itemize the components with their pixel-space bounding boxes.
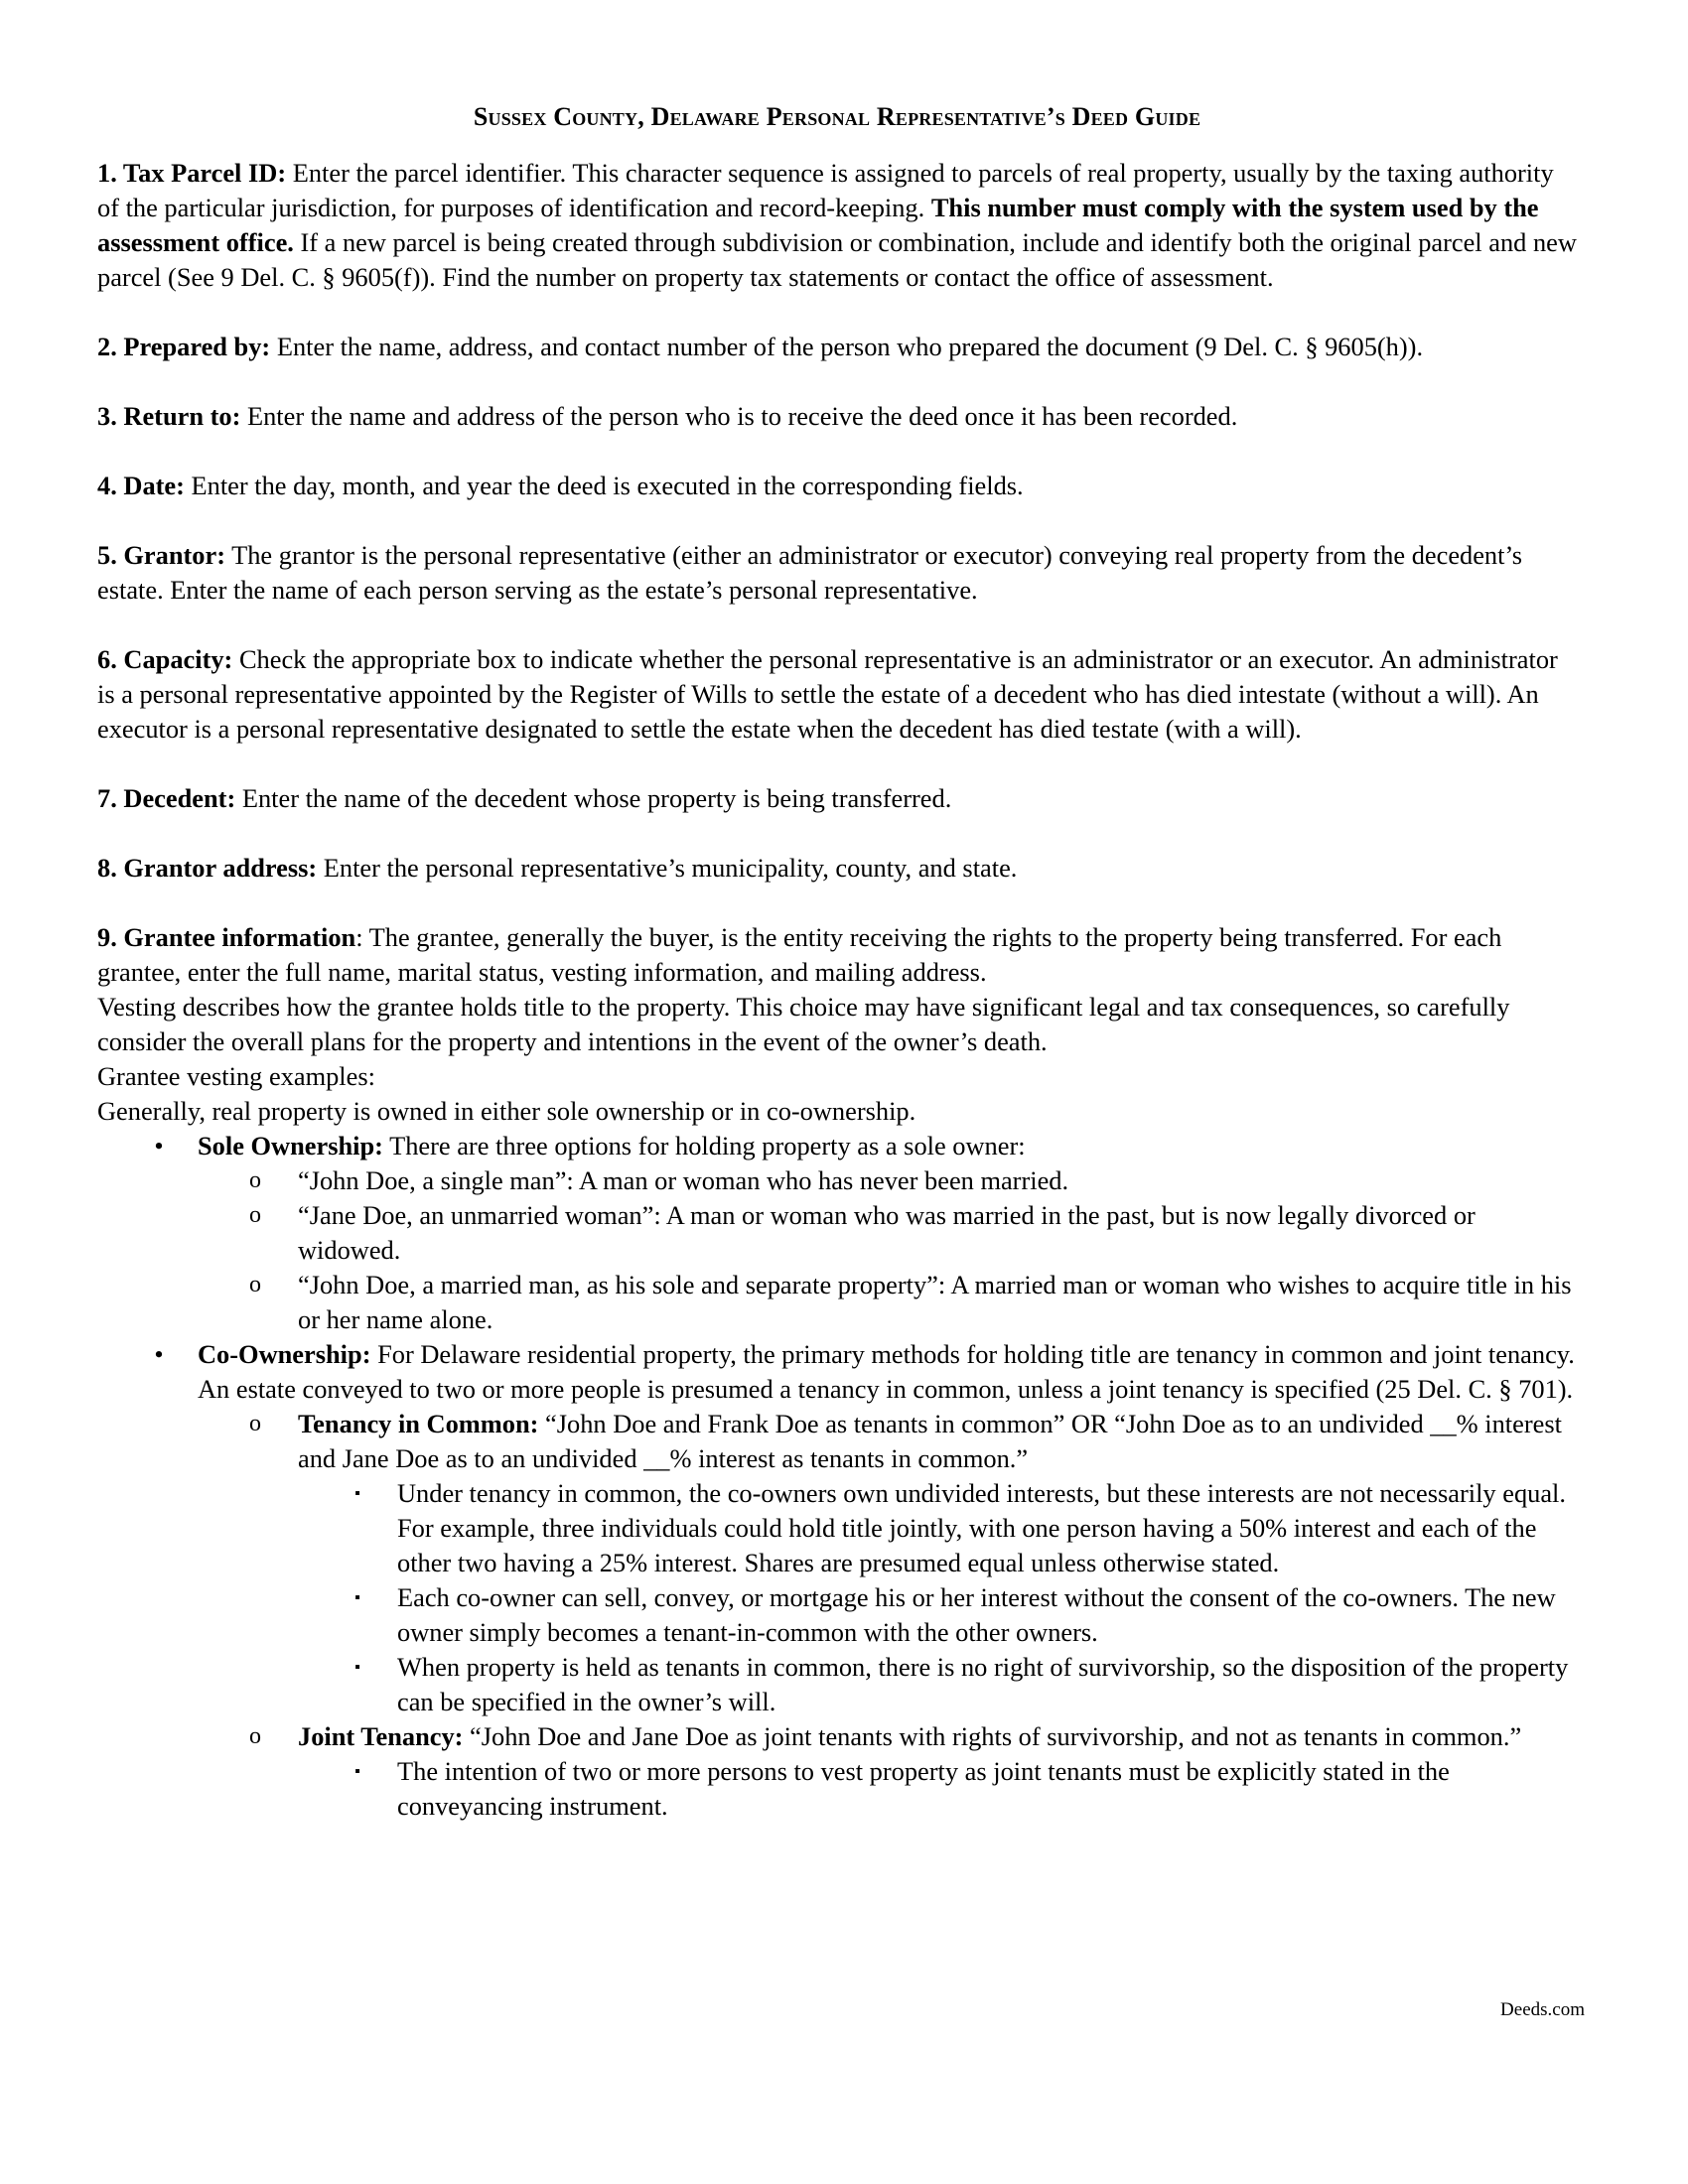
list-item-label: Co-Ownership: (198, 1339, 371, 1369)
section-grantor-address (97, 851, 1577, 886)
section-prepared-by (97, 330, 1577, 364)
square-bullet-icon: ▪ (354, 1485, 360, 1502)
tenancy-in-common-details (298, 1476, 1577, 1719)
list-item (298, 1580, 1577, 1650)
section-capacity (97, 642, 1577, 747)
ownership-intro: Generally, real property is owned in either sole ownership or in co-ownership. (97, 1096, 916, 1126)
section-grantor (97, 538, 1577, 608)
list-item-text: When property is held as tenants in common, there is no right of survivorship, so the disposition of the property can be specified in the owner’s will. (397, 1652, 1569, 1716)
sole-ownership-options (198, 1163, 1577, 1337)
list-item-tenancy-in-common (198, 1407, 1577, 1719)
list-item (198, 1268, 1577, 1337)
section-tax-parcel-id (97, 156, 1577, 295)
circle-bullet-icon: o (249, 1167, 261, 1193)
section-text: Check the appropriate box to indicate whether the personal representative is an administrator or an executor. An administrator is a personal representative appointed by the Register of Wills to settle the estate of a decedent who has died intestate (without a will). An executor is a personal representative designated to settle the estate when the decedent has died testate (with a will). (97, 644, 1558, 744)
section-text: : The grantee, generally the buyer, is the entity receiving the rights to the property being transferred. For each grantee, enter the full name, marital status, vesting information, and mailing address. (97, 922, 1502, 987)
section-label: 3. Return to: (97, 401, 241, 431)
section-text: If a new parcel is being created through subdivision or combination, include and identify both the original parcel and new parcel (See 9 Del. C. § 9605(f)). Find the number on property tax statements or contact the office of assessment. (97, 227, 1577, 292)
list-item-joint-tenancy (198, 1719, 1577, 1824)
list-item (198, 1163, 1577, 1198)
list-item-text: “John Doe and Jane Doe as joint tenants with rights of survivorship, and not as tenants in common.” (463, 1721, 1522, 1751)
circle-bullet-icon: o (249, 1723, 261, 1749)
section-label: 5. Grantor: (97, 540, 225, 570)
section-label: 2. Prepared by: (97, 332, 271, 361)
list-item-label: Sole Ownership: (198, 1131, 383, 1160)
list-item-sole-ownership (97, 1129, 1577, 1337)
list-item-text: “John Doe, a single man”: A man or woman who has never been married. (298, 1165, 1069, 1195)
section-emphasis: This number must comply with the system used by the assessment office. (97, 193, 1539, 257)
section-text: Enter the personal representative’s municipality, county, and state. (317, 853, 1018, 883)
section-text: Enter the name and address of the person who is to receive the deed once it has been recorded. (240, 401, 1238, 431)
circle-bullet-icon: o (249, 1272, 261, 1297)
list-item (298, 1754, 1577, 1824)
ownership-list (97, 1129, 1577, 1824)
footer-brand: Deeds.com (1500, 1999, 1585, 2020)
section-label: 1. Tax Parcel ID: (97, 158, 287, 188)
section-text: The grantor is the personal representative (either an administrator or executor) conveying real property from the decedent’s estate. Enter the name of each person serving as the estate’s personal representative. (97, 540, 1523, 605)
list-item-text: “John Doe and Frank Doe as tenants in common” OR “John Doe as to an undivided __% interest and Jane Doe as to an undivided __% interest as tenants in common.” (298, 1409, 1562, 1473)
document-page (97, 99, 1577, 1824)
list-item (298, 1476, 1577, 1580)
list-item-text: Under tenancy in common, the co-owners own undivided interests, but these interests are not necessarily equal. For example, three individuals could hold title jointly, with one person having a 50% interest and each of the other two having a 25% interest. Shares are presumed equal unless otherwise stated. (397, 1478, 1566, 1577)
bullet-icon: • (154, 1339, 164, 1369)
section-date (97, 469, 1577, 503)
section-text: Enter the parcel identifier. This character sequence is assigned to parcels of real property, usually by the taxing authority of the particular jurisdiction, for purposes of identification and record-keeping. (97, 158, 1554, 222)
list-item (198, 1198, 1577, 1268)
section-decedent (97, 781, 1577, 816)
square-bullet-icon: ▪ (354, 1589, 360, 1606)
section-grantee-information (97, 920, 1577, 1824)
list-item-label: Tenancy in Common: (298, 1409, 539, 1438)
vesting-examples-label: Grantee vesting examples: (97, 1061, 375, 1091)
square-bullet-icon: ▪ (354, 1659, 360, 1676)
list-item-text: The intention of two or more persons to vest property as joint tenants must be explicitly stated in the conveyancing instrument. (397, 1756, 1450, 1821)
list-item (298, 1650, 1577, 1719)
list-item-label: Joint Tenancy: (298, 1721, 464, 1751)
co-ownership-options (198, 1407, 1577, 1824)
circle-bullet-icon: o (249, 1202, 261, 1228)
section-label: 9. Grantee information (97, 922, 356, 952)
circle-bullet-icon: o (249, 1411, 261, 1436)
list-item-text: “John Doe, a married man, as his sole and separate property”: A married man or woman who wishes to acquire title in his or her name alone. (298, 1270, 1572, 1334)
list-item-text: “Jane Doe, an unmarried woman”: A man or woman who was married in the past, but is now legally divorced or widowed. (298, 1200, 1476, 1265)
bullet-icon: • (154, 1131, 164, 1160)
square-bullet-icon: ▪ (354, 1763, 360, 1780)
section-label: 8. Grantor address: (97, 853, 318, 883)
section-label: 4. Date: (97, 471, 185, 500)
joint-tenancy-details (298, 1754, 1577, 1824)
list-item-text: Each co-owner can sell, convey, or mortgage his or her interest without the consent of the co-owners. The new owner simply becomes a tenant-in-common with the other owners. (397, 1582, 1556, 1647)
list-item-text: For Delaware residential property, the primary methods for holding title are tenancy in common and joint tenancy. An estate conveyed to two or more people is presumed a tenancy in common, unless a joint tenancy is specified (25 Del. C. § 701). (198, 1339, 1575, 1404)
list-item-text: There are three options for holding property as a sole owner: (382, 1131, 1026, 1160)
section-label: 7. Decedent: (97, 783, 236, 813)
section-text: Enter the day, month, and year the deed is executed in the corresponding fields. (184, 471, 1024, 500)
vesting-paragraph: Vesting describes how the grantee holds title to the property. This choice may have significant legal and tax consequences, so carefully consider the overall plans for the property and intentions in the event of the owner’s death. (97, 992, 1510, 1056)
section-text: Enter the name of the decedent whose property is being transferred. (235, 783, 952, 813)
section-label: 6. Capacity: (97, 644, 233, 674)
document-title: Sussex County, Delaware Personal Representative’s Deed Guide (473, 102, 1201, 131)
list-item-co-ownership (97, 1337, 1577, 1824)
section-text: Enter the name, address, and contact number of the person who prepared the document (9 Del. C. § 9605(h)). (270, 332, 1424, 361)
section-return-to (97, 399, 1577, 434)
